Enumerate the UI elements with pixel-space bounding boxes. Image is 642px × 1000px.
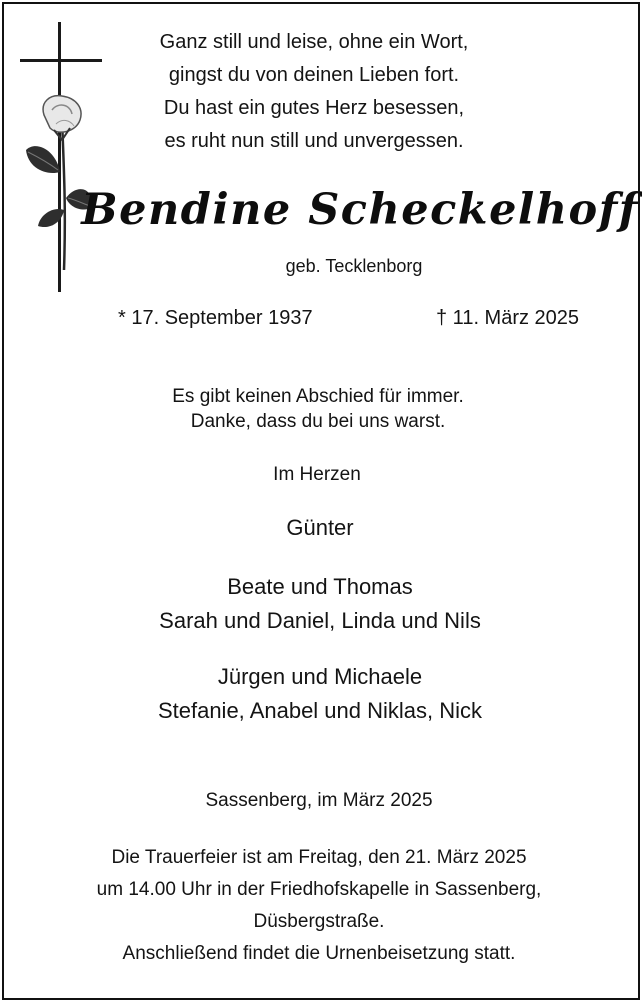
service-info: [0, 842, 640, 970]
poem-line: Du hast ein gutes Herz besessen,: [163, 97, 465, 119]
service-line: um 14.00 Uhr in der Friedhofskapelle in Sassenberg,: [96, 879, 542, 900]
birth-date: * 17. September 1937: [118, 307, 313, 329]
family-line: Sarah und Daniel, Linda und Nils: [159, 608, 481, 633]
family-line: Stefanie, Anabel und Niklas, Nick: [157, 698, 483, 723]
family-line: Jürgen und Michaele: [217, 664, 423, 689]
place-date: Sassenberg, im März 2025: [205, 790, 433, 811]
deceased-name: Bendine Scheckelhoff: [81, 185, 639, 235]
family-group-2: [0, 660, 641, 728]
family-line: Beate und Thomas: [227, 574, 413, 599]
service-line: Düsbergstraße.: [253, 911, 385, 932]
family-spouse: Günter: [286, 515, 354, 540]
quote-line: Danke, dass du bei uns warst.: [190, 411, 446, 432]
poem-line: gingst du von deinen Lieben fort.: [168, 64, 460, 86]
service-line: Anschließend findet die Urnenbeisetzung statt.: [122, 943, 516, 964]
service-line: Die Trauerfeier ist am Freitag, den 21. März 2025: [111, 847, 527, 868]
farewell-quote: [0, 384, 639, 434]
heart-line: Im Herzen: [273, 464, 361, 485]
death-date: † 11. März 2025: [436, 307, 580, 329]
poem-line: es ruht nun still und unvergessen.: [164, 130, 464, 152]
poem-line: Ganz still und leise, ohne ein Wort,: [159, 31, 469, 53]
quote-line: Es gibt keinen Abschied für immer.: [172, 386, 464, 407]
born-name: geb. Tecklenborg: [285, 256, 423, 276]
family-group-1: [0, 570, 641, 638]
poem: [44, 26, 584, 158]
